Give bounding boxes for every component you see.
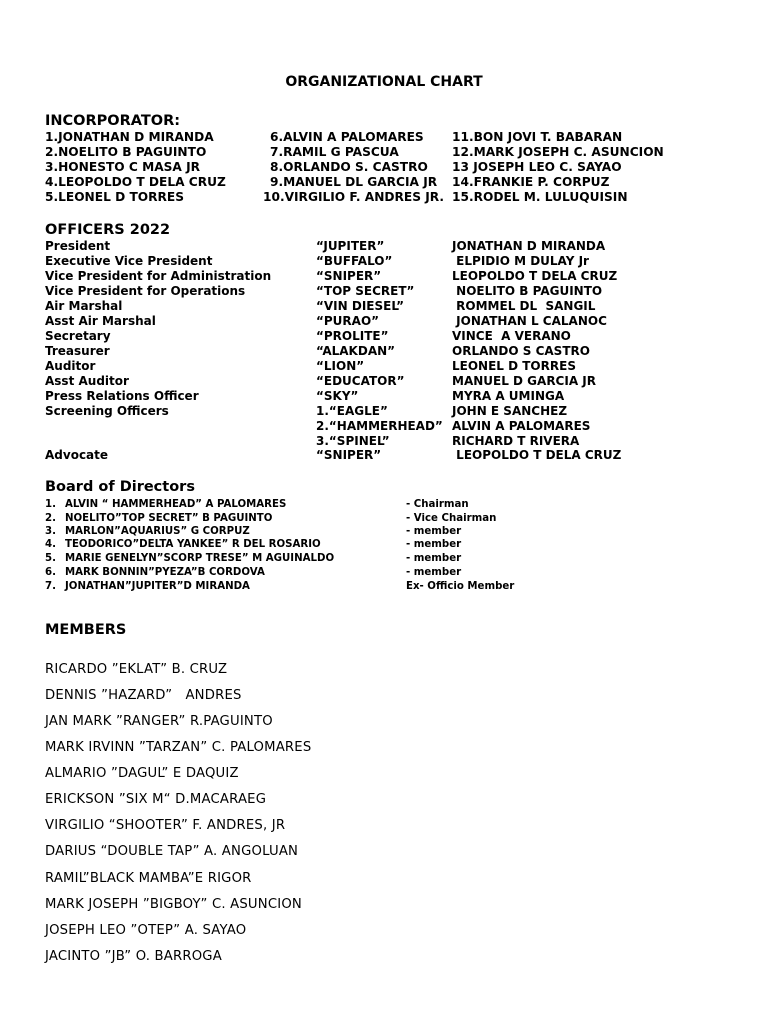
officer-position: Executive Vice President — [45, 254, 213, 268]
member-item: JAN MARK ”RANGER” R.PAGUINTO — [45, 714, 273, 729]
board-member-name: ALVIN “ HAMMERHEAD” A PALOMARES — [65, 499, 287, 510]
board-member-role: - member — [406, 567, 462, 578]
incorporator-item: 8.ORLANDO S. CASTRO — [270, 160, 428, 174]
officer-position: Advocate — [45, 448, 109, 462]
officer-position: Asst Auditor — [45, 374, 129, 388]
officer-name: JOHN E SANCHEZ — [452, 404, 568, 418]
incorporator-item: 3.HONESTO C MASA JR — [45, 160, 201, 174]
officer-alias: “SNIPER” — [316, 269, 382, 283]
officer-name: JONATHAN D MIRANDA — [452, 239, 606, 253]
board-member-role: - member — [406, 539, 462, 550]
page-title: ORGANIZATIONAL CHART — [285, 74, 483, 90]
officer-name: RICHARD T RIVERA — [452, 434, 580, 448]
incorporators-heading: INCORPORATOR: — [45, 113, 181, 129]
incorporator-item: 12.MARK JOSEPH C. ASUNCION — [452, 145, 664, 159]
incorporator-item: 1.JONATHAN D MIRANDA — [45, 130, 214, 144]
officer-alias: “PURAO” — [316, 314, 380, 328]
member-item: RAMIL”BLACK MAMBA”E RIGOR — [45, 871, 252, 886]
officer-position: Vice President for Operations — [45, 284, 246, 298]
officers-heading: OFFICERS 2022 — [45, 222, 171, 238]
officer-alias: “EDUCATOR” — [316, 374, 405, 388]
officer-alias: 3.“SPINEL” — [316, 434, 390, 448]
members-heading: MEMBERS — [45, 622, 127, 638]
incorporator-item: 4.LEOPOLDO T DELA CRUZ — [45, 175, 226, 189]
member-item: ALMARIO ”DAGUL” E DAQUIZ — [45, 766, 239, 781]
officer-name: MANUEL D GARCIA JR — [452, 374, 596, 388]
incorporator-item: 7.RAMIL G PASCUA — [270, 145, 399, 159]
board-member-name: MARIE GENELYN”SCORP TRESE” M AGUINALDO — [65, 553, 335, 564]
officer-position: Auditor — [45, 359, 96, 373]
officer-alias: “JUPITER” — [316, 239, 385, 253]
incorporator-item: 5.LEONEL D TORRES — [45, 190, 185, 204]
officer-name: ELPIDIO M DULAY Jr — [452, 254, 589, 268]
officer-alias: “ALAKDAN” — [316, 344, 396, 358]
officer-position: Secretary — [45, 329, 111, 343]
board-member-role: Ex- Officio Member — [406, 581, 515, 592]
incorporator-item: 2.NOELITO B PAGUINTO — [45, 145, 207, 159]
officer-position: Press Relations Officer — [45, 389, 199, 403]
officer-position: Screening Officers — [45, 404, 169, 418]
member-item: JOSEPH LEO ”OTEP” A. SAYAO — [45, 923, 247, 938]
board-heading: Board of Directors — [45, 479, 195, 495]
officer-alias: 2.“HAMMERHEAD” — [316, 419, 443, 433]
member-item: MARK IRVINN ”TARZAN” C. PALOMARES — [45, 740, 312, 755]
officer-alias: 1.“EAGLE” — [316, 404, 388, 418]
incorporator-item: 15.RODEL M. LULUQUISIN — [452, 190, 628, 204]
officer-alias: “LION” — [316, 359, 365, 373]
officer-position: Vice President for Administration — [45, 269, 272, 283]
officer-name: NOELITO B PAGUINTO — [452, 284, 603, 298]
board-member-name: MARLON”AQUARIUS” G CORPUZ — [65, 526, 250, 537]
board-number: 1. — [45, 499, 56, 510]
officer-name: ALVIN A PALOMARES — [452, 419, 591, 433]
member-item: MARK JOSEPH ”BIGBOY” C. ASUNCION — [45, 897, 302, 912]
officer-name: ROMMEL DL SANGIL — [452, 299, 596, 313]
board-member-name: NOELITO”TOP SECRET” B PAGUINTO — [65, 513, 273, 524]
officer-position: Treasurer — [45, 344, 110, 358]
officer-alias: “BUFFALO” — [316, 254, 393, 268]
board-number: 4. — [45, 539, 56, 550]
board-member-role: - Chairman — [406, 499, 469, 510]
board-number: 6. — [45, 567, 56, 578]
board-member-role: - member — [406, 553, 462, 564]
board-number: 2. — [45, 513, 56, 524]
member-item: RICARDO ”EKLAT” B. CRUZ — [45, 662, 228, 677]
officer-name: MYRA A UMINGA — [452, 389, 565, 403]
board-number: 7. — [45, 581, 56, 592]
incorporator-item: 14.FRANKIE P. CORPUZ — [452, 175, 610, 189]
officer-name: JONATHAN L CALANOC — [452, 314, 607, 328]
incorporator-item: 11.BON JOVI T. BABARAN — [452, 130, 623, 144]
board-member-name: TEODORICO”DELTA YANKEE” R DEL ROSARIO — [65, 539, 321, 550]
incorporator-item: 9.MANUEL DL GARCIA JR — [270, 175, 438, 189]
officer-name: LEONEL D TORRES — [452, 359, 576, 373]
member-item: ERICKSON ”SIX M“ D.MACARAEG — [45, 792, 267, 807]
officer-alias: “TOP SECRET” — [316, 284, 415, 298]
officer-alias: “PROLITE” — [316, 329, 389, 343]
board-number: 3. — [45, 526, 56, 537]
officer-alias: “SNIPER” — [316, 448, 382, 462]
board-member-role: - member — [406, 526, 462, 537]
officer-name: ORLANDO S CASTRO — [452, 344, 590, 358]
officer-name: LEOPOLDO T DELA CRUZ — [452, 448, 622, 462]
board-member-role: - Vice Chairman — [406, 513, 497, 524]
officer-name: VINCE A VERANO — [452, 329, 571, 343]
officer-alias: “SKY” — [316, 389, 359, 403]
officer-name: LEOPOLDO T DELA CRUZ — [452, 269, 618, 283]
incorporator-item: 13 JOSEPH LEO C. SAYAO — [452, 160, 622, 174]
member-item: JACINTO ”JB” O. BARROGA — [45, 949, 222, 964]
member-item: VIRGILIO “SHOOTER” F. ANDRES, JR — [45, 818, 286, 833]
officer-position: Air Marshal — [45, 299, 123, 313]
incorporator-item: 6.ALVIN A PALOMARES — [270, 130, 424, 144]
member-item: DENNIS ”HAZARD” ANDRES — [45, 688, 242, 703]
board-number: 5. — [45, 553, 56, 564]
member-item: DARIUS “DOUBLE TAP” A. ANGOLUAN — [45, 844, 299, 859]
officer-position: President — [45, 239, 111, 253]
board-member-name: JONATHAN”JUPITER”D MIRANDA — [65, 581, 250, 592]
officer-position: Asst Air Marshal — [45, 314, 156, 328]
officer-alias: “VIN DIESEL” — [316, 299, 404, 313]
incorporator-item: 10.VIRGILIO F. ANDRES JR. — [263, 190, 445, 204]
board-member-name: MARK BONNIN”PYEZA”B CORDOVA — [65, 567, 265, 578]
